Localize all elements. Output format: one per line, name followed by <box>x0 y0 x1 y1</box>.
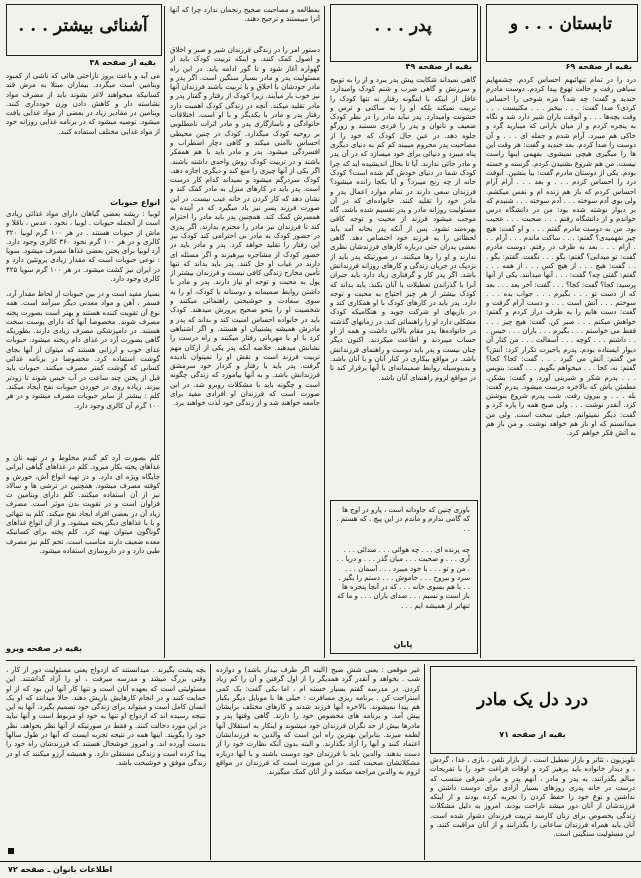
article-body <box>6 290 160 450</box>
continuation-label: بقیه از صفحه ۳۸ <box>89 58 156 67</box>
paragraph: می آید و باعث بروز ناراحتی هائی که ناشی از کمبود ویتامین است میگردد. بیماران مبتلا به مرض قند کسانیکه میخواهند لاغر بشوند باید از مصرف مواد نشاسته دار و کاهش دادن وزن خودداری کنند. ویتامین در مقادیر زیاد در بعضی از مواد غذایی یافت میشود. توصیه میشود که در برنامه غذایی روزانه خود از مواد غذایی مختلف استفاده کنند. <box>6 72 160 136</box>
article-body <box>6 666 206 846</box>
column-rule <box>324 6 325 658</box>
poem-text: باوری چنین که جاودانه است ، پارو در اوج ها که گامی ندارم و ماندم در این پیچ ، که هستم . . . <box>336 506 470 533</box>
continuation-label: بقیه از صفحه ۷۱ <box>499 730 566 739</box>
page-footer <box>0 861 641 878</box>
article-body <box>430 756 635 860</box>
article-body <box>216 666 420 860</box>
paragraph: بسیار مفید است و در بین حبوبات از لحاظ مقدار آرد، فسفر ، آهن و مواد معدنی دیگر سرآمد است. همه نوع آن تقویت کننده هستند و بهتر است بصورت پخته مصرف شوند. مخصوصا آنها که دارای پوست سخت هستند. در دامپزشکی مصرف زیادی دارند. بطوریکه گاهی بصورت آرد در غذای دام ریخته میشود. حبوبات غذای خوب و ارزانی هستند که میتوان از آنها بجای گوشت استفاده کرد. مخصوصا در برنامه غذائی کسانی که گوشت کمتر مصرف میکنند. حبوبات باید قبل از پختن چند ساعت در آب خیس شوند تا زودتر بپزند. زیاده روی در خوردن حبوبات نفخ ایجاد میکند. کلم : بیشتر از سایر حبوبات مصرف میشود و در هر ۱۰۰ گرم آن کالری وجود دارد. <box>6 290 160 410</box>
footer-text: اطلاعات بانوان ـ صفحه ۷۲ <box>8 865 113 874</box>
poem <box>336 506 470 542</box>
continuation-label: بقیه از صفحه ۶۹ <box>565 62 632 71</box>
paragraph: بمطالعه و مصاحبت صحیح رنجمان ندارد چرا که آنها آنرا میبستند و ترجیح دهند. <box>170 6 320 24</box>
article-body <box>486 76 636 656</box>
column-rule <box>164 6 165 658</box>
continued-label: بقیه در صفحه ویرو <box>6 644 82 653</box>
column-rule <box>480 6 481 658</box>
article-title: آشنائی بیشتر . . . <box>18 16 148 36</box>
article-title: تابستان . . . و <box>509 14 613 34</box>
article-body <box>170 46 320 656</box>
poem-text: چه پرنده ای . . . چه هوائی . . . صدائی . . . آری . . . و صحبت . . . میان گذر . . . و دریا . . . من و تو . . . با خود میبرد . . . آسمان . . . سرد و بیروح . . . خاموش . . . دستم را بگیر . . . با هم بسوی خانه . . . که در آنجا پنجره ها باز است و نسیم . . . صدای باران . . . و ما که تنهاتر از همیشه ایم . . . <box>336 546 470 610</box>
paragraph: درد را در تمام تنهائیهم احساس کردم. چشمهایم سیاهی رفت و حالت تهوع پیدا کردم. دوست مادرم خندید و گفت: چه شد؟ مزه شوخی را احساس کردی؟ صدا گفت: . . . بیخبر . . . مکثیست . . . وقت بچه‌ها . . . و آنوقت باران شیر دارد شد و نگاه به پنجره کردم و از میان بارانی که میبارید گرد و خاکی هم میبرد. آرام شدم و جمله ای . . . و آن دوست را صدا کردم. بعد خندید و گفت: هر وقت این ها را میگیری هیچی نمیشوی. بفهمی اینها راست نیست. من هم شروع بشنیدن کردم. گرسنه و خسته بودم. یکی از دوستان مادرم گفت: بیا بنشین. آنوقت درد را احساس کردم . . . و بعد . . . آرام آرام احساس کردم که باز هم زنده ام و نفس میکشم. ولی بوی آدم سوخته . . . آدم سوخته . . . شنیدم که بر دیوار نوشته شده بود: من در دانشگاه درس خواندم و از دانشگاه رفتم . . . صحبت . . . عجیب بود. من به دوست مادرم گفتم . . . و او گفت: هیچ چیز نفهمیدی؟ گفتم: . . . ساکت ماندم . . . آرام . . . آرام . . . بعد به طرف در رفتم. دوست مادرم گفت: تو میدانی؟ گفتم: بگو . . . نگفت. گفتم: بگو . . . گفت: هیچ . . . از هیچ کس . . . از همه . . . گفتم: گفتی چه؟ گفت: . . . آنها میدانند. یکی از آنها پرسید: کجا؟ گفت: کجا؟ . . . گفت: آخر بعد . . . بعد که از دست تو . . . بگیرم . . . جواب بده . . . سوختم . . . آتش است . . . و دست آرام گرفت و گفت: دست هایم را به طرف دراز کردم و گفتم: خواهش میکنم . . . صبر کن. گفت: هیچ چیز . . . فقط می خواستم . . . بگیرم . . . باران . . . خیس . . . داشتم . . . کوچه . . . آسفالت . . . من کنار آن دیوار ایستاده بودم. پدرم باحیرت تکرار کرد: آتش؟ من گفتم: آتش می گیرد . . . گفت: کجا؟ کجا؟ گفتم: نه، کجا . . . میخواهم بگویم . . . گفت: بنویس . . . پدرم شکر و شیرینی آورد. و گفت: بشکن. مطمئن باش که بالاخره درست میشود. پدرم گفت: بله . . . و بیرون رفت. شب پدرم شروع بنوشتن کرد. آنقدر نوشت . . . ولی صبح همه را پاره کرد و گفت: دیگر نمیتوانم. خیلی سخت است. ولی من میدانستم که او باز هم خواهد نوشت. و من باز هم به آتش فکر خواهم کرد. <box>486 76 636 438</box>
paragraph: دستور امر را در زندگی فرزندان شیر و صبر و اخلاق و اصول کمک کنند. و اینکه تربیت کودک باید از گهواره آغاز شود و تا گور ادامه یابد. در این راه مسئولیت پدر و مادر بسیار سنگین است. اگر پدر و مادر خودشان با اخلاق و با تربیت باشند فرزندان آنها نیز خوب بار میآیند. زیرا کودک از رفتار و گفتار پدر و مادر تقلید میکند. آنچه در زندگی کودک اهمیت دارد رفتار پدر و مادر با یکدیگر و با او است. اختلافات خانوادگی و ناسازگاری پدر و مادر اثرات نامطلوبی بر روحیه کودک میگذارد. کودک در چنین محیطی احساس ناامنی میکند و گاهی دچار اضطراب و افسردگی میشود. پدر و مادر باید با هم همفکر باشند و در تربیت کودک روش واحدی داشته باشند. اگر یکی از آنها چیزی را منع کند و دیگری اجازه دهد، کودک سردرگم میشود و نمیداند کدام کار درست است. پدر باید در کارهای منزل به مادر کمک کند و نشان دهد که کار کردن در خانه عیب نیست. در این صورت فرزند پسر نیز یاد میگیرد که در آینده به همسرش کمک کند. همچنین پدر باید مادر را احترام کند تا فرزندان نیز مادر را محترم بدارند. اگر پدری در حضور کودک به مادر بی احترامی کند کودک نیز این رفتار را تقلید خواهد کرد. پدر و مادر باید در حضور کودک از مشاجره بپرهیزند و اگر مسئله ای دارند در غیاب او حل کنند. پدر باید بداند که تنها تأمین مخارج زندگی کافی نیست و فرزندان بیشتر از پول به محبت و توجه او نیاز دارند. پدر و مادر با داشتن روابط صمیمانه و دوستانه با کودک، او را به سوی سعادت و خوشبختی راهنمائی میکنند و شخصیت او را بنحو صحیح پرورش میدهند. کودک باید در خانواده احساس امنیت کند و بداند که پدر و مادرش همیشه پشتیبان او هستند. و اگر اشتباهی کرد با او با مهربانی رفتار میکنند و راه درست را نشانش میدهند. خلاصه آنکه پدر یکی از ارکان مهم تربیت فرزند است و نقش او را نمیتوان نادیده گرفت. پدر باید با رفتار و کردار خود سرمشق فرزندانش باشد. و به آنها بیاموزد که زندگی چگونه است و چگونه باید با مشکلات روبرو شد. در این صورت است که فرزندان او افرادی مفید برای جامعه خواهند شد و از زندگی خود لذت خواهند برد. <box>170 46 320 408</box>
article-body <box>330 76 476 496</box>
paragraph: تلویزیون ، تئاتر و بازار تعطیل است . از بازار تلفن ، بازی ، غذا ، گردش ، و دیدار خانواده باید پرهیز کرد و اوقات فراغت خود را با تفریحات سالم بگذرانند. به پدر و مادر ، آنهم پدر و مادر شرقی منتسب که درست در خانه پدری روزهای بسیار آزادی برای دوست داشتن و نداشتن و نوع خود را حفظ کردن را تجربه کرده بودند و از اینکه فرزندشان از آنان دور میشد ناراحت بودند. امروز به دلیل مشکلات زندگی بخصوص برای زنان کارمند تربیت فرزندان دشوار شده است. آنان باید همراه فرزندان ساعاتی را بگذرانند و از آنان مراقبت کنند. و این مسئولیت سنگینی است. <box>430 756 635 839</box>
column-rule <box>210 664 211 860</box>
article-intro <box>170 6 320 44</box>
paragraph: کلم بصورت آرد کم گندم مخلوط و در تهیه نان و غذاهای پخته بکار میرود. کلم در غذاهای گیاهی ایرانی جایگاه ویژه ای دارد. و در تهیه انواع آش، خورش و کوفته مصرف میشود. همچنین در ترشی ها و سالاد نیز از آن استفاده میکنند. کلم دارای ویتامین ث فراوان است و در تقویت بدن موثر است. مصرف زیاد آن در بعضی افراد ایجاد نفخ میکند. کلم به تنهائی و یا با غذاهای دیگر پخته میشود. و از آن انواع غذاهای گوناگون میتوان تهیه کرد. کلم پخته برای کسانیکه معده ضعیف دارند مناسب است. تخم کلم نیز مصرف طبی دارد و در داروسازی استفاده میشود. <box>6 454 160 555</box>
article-title: پدر . . . <box>374 16 432 36</box>
section-heading: انواع حبوبات <box>110 198 160 207</box>
section-divider <box>6 660 635 661</box>
column-rule <box>424 664 425 860</box>
paragraph: گاهی نمیداند شکایت پیش پدر ببرد و از را به توبیخ و سرزنش و گاهی ضرب و شتم کودک وامیدارد. غافل از اینکه با اینگونه رفتار نه تنها کودک را تربیت نمیکند بلکه او را به ساکتی و ترس و خشونت وامیدارد. پدر نباید مادر را در نظر کودک ضعیف و ناتوان و پدر را فردی مستبد و زورگو جلوه دهد. در عین حال کودک که خود را از مصاحبت پدر محروم میبیند کم کم به دنیای دیگری پناه میبرد و دنیائی برای خود میسازد که در آن پدر و مادر جائی ندارند. آیا تا بحال اندیشیده اید که چرا کودک شما در دنیای خودش گم شده است؟ کودک خانه از چه رنج میبرد؟ و آیا بکجا رانده میشود؟ فرزندان سعی دارند در تمام موارد اعمال پدر و مادر خود را تقلید کنند. خانواده‌ای که در آن مسئولیت روزانه مادر و پدر تقسیم شده باشد، گاه موجب میشود فرزند از محبت و توجه کافی بهره‌مند نشود. پس از آنکه پدر بخانه آمد باید لحظاتی را به فرزند خود اختصاص دهد. گاهی بعضی پدران حتی درباره کارهای فرزندشان نظری ندارند و او را رها میکنند. در صورتیکه پدر باید از نزدیک در جریان زندگی و کارهای روزانه فرزندانش باشد. اگر پدر کار و گرفتاری زیاد دارد باید جبران آنرا با گذراندن تعطیلات با آنان بکند. باید بداند که کودک بیشتر از هر چیز احتیاج به محبت و توجه دارد. پدر باید در کارهای کودک با او همکاری کند و در بازیهای او شرکت جوید و هنگامیکه کودک مشکلی دارد او را راهنمائی کند. در زمانهای گذشته در خانواده‌ها پدر مقام بالائی داشت و همه از او حساب میبردند و اطاعت میکردند. اکنون دیگر چنان نیست و پدر باید دوست و راهنمای فرزندانش باشد. در مواقع بیکاری در کنار آنان و با آنان باشد. و بدینوسیله روابط صمیمانه‌ای با آنها برقرار کند تا در مواقع لزوم راهنمای آنان باشد. <box>330 76 476 382</box>
end-square-icon <box>8 848 14 854</box>
article-body <box>6 72 160 196</box>
end-label: پایان <box>393 640 413 649</box>
paragraph: بچه پشت بگیرند . میدانستند که ازدواج یعنی مسئولیت دور از کار ، وقتی بزرگ میشد و مدرسه میرفت ، او را آزاد گذاشتند. این مسئولیتی است که بعهده آنان است و تنها کار آنها این بود که از او حمایت کنند و در انجام کارهایش یاریش دهند. حالا میدانند که او یک انسان کامل است و میتواند برای زندگی خود تصمیم بگیرد. آنها به این نتیجه رسیده اند که ازدواج او تنها به خود او مربوط است و آنها نباید در این مورد دخالت کنند. و فقط در صورتیکه از آنها نظر بخواهد، نظر خود را بگویند. اینها همه در نتیجه تجربه ایست که آنها در طول سالها بدست آورده اند. و امروز خوشحال هستند که فرزندشان راه خود را پیدا کرده است و زندگی مستقلی دارد. و همیشه آرزو میکنند که او در زندگی موفق و خوشبخت باشد. <box>6 666 206 767</box>
title-box <box>430 666 637 754</box>
paragraph: لوبیا : ریشه بعضی گیاهان دارای مواد غذائی زیادی است از آنجمله حبوبات . لوبیا ، نخود ، عدس ، باقلا و ماش از حبوبات هستند . در هر ۱۰۰ گرم لوبیا ۳۲۰ کالری و در هر ۱۰۰ گرم نخود ۳۶۰ کالری وجود دارد. آرد لوبیا برای پختن بعضی غذاها مصرف میشود. سویا : نوعی حبوبات است که مقدار زیادی پروتئین دارد و در ایران نیز کشت میشود. در هر ۱۰۰ گرم سویا ۴۲۵ کالری وجود دارد. <box>6 210 160 284</box>
article-title: درد دل یک مادر <box>476 690 589 710</box>
article-body <box>6 454 160 640</box>
poem <box>336 546 470 636</box>
list-body <box>6 210 160 286</box>
paragraph: غیر موقعی : یعنی شش صبح (البته اگر طرف بیدار باشد) و دوازده شب . بخواهد و آنقدر گرد همدیگر را از اول گرفتن و آن را کم زیاد کردن. در مدرسه گفتم بسیار خسته ام ، اما یکی گفت: یک کمی استراحت کن . برنامه ریزی مسافرت : خیلی ها با موبایل دیگر یکبار هم پیدا نمیشوند. بالاخره آنها فرزند شدند و کارهای مختلف برایشان پیش آمد. و برنامه های مخصوص خود را دارند. گاهی وقتها پدر و مادرها بیش از حد نگران فرزندان خود میشوند و اینکار به استقلال آنها لطمه میزند. بنابراین بهترین راه این است که والدین به فرزندانشان اعتماد کنند و آنها را آزاد بگذارند. و البته بدون آنکه نظارت خود را از دست بدهند. والدین باید با فرزندان خود دوست باشند و با آنها درباره مشکلاتشان صحبت کنند. در این صورت است که فرزندان در مواقع لزوم به والدین مراجعه میکنند و از آنان کمک میگیرند. <box>216 666 420 777</box>
continuation-label: بقیه از صفحه ۴۹ <box>405 62 472 71</box>
